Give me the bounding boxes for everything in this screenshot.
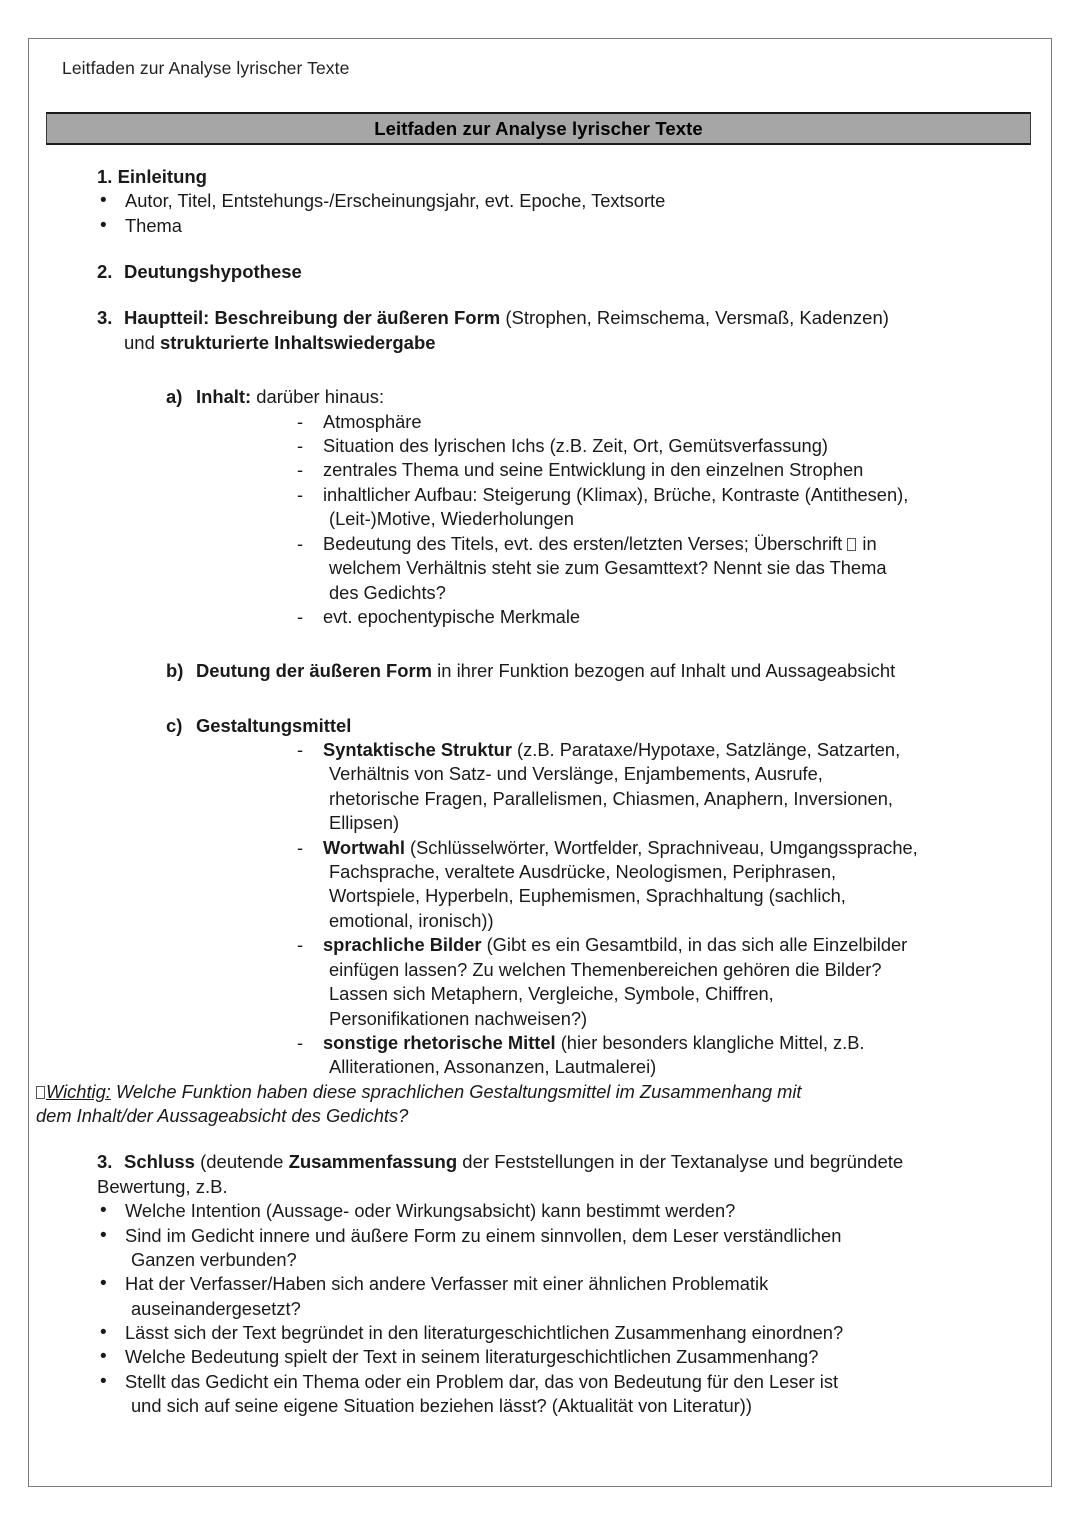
- wichtig-text-line-1: Welche Funktion haben diese sprachlichen Gestaltungsmittel im Zusammenhang mit: [110, 1080, 802, 1102]
- list-item-text: Welche Intention (Aussage- oder Wirkungsabsicht) kann bestimmt werden?: [125, 1200, 736, 1222]
- deutung-form-bold: Deutung der äußeren Form: [196, 660, 433, 682]
- list-item-text-cont: Personifikationen nachweisen?): [329, 1007, 588, 1029]
- document-body: [29, 165, 1053, 1418]
- gestaltungsmittel-dash-list: [29, 738, 1053, 1080]
- list-item-text-cont: Alliterationen, Assonanzen, Lautmalerei): [329, 1056, 657, 1078]
- list-item: [97, 1224, 1053, 1273]
- list-item-text: Welche Bedeutung spielt der Text in seinem literaturgeschichtlichen Zusammenhang?: [125, 1346, 819, 1368]
- bullet-glyph: •: [100, 1346, 107, 1368]
- list-item-text: Situation des lyrischen Ichs (z.B. Zeit, Ort, Gemütsverfassung): [323, 434, 828, 456]
- missing-glyph-icon: [847, 538, 856, 551]
- dash-glyph: -: [297, 738, 304, 760]
- dash-glyph: -: [297, 836, 304, 858]
- list-item: [297, 1031, 1053, 1080]
- hauptteil-regular-1: (Strophen, Reimschema, Versmaß, Kadenzen): [500, 307, 889, 329]
- dash-glyph: -: [297, 483, 304, 505]
- document-title-bar: [46, 112, 1031, 145]
- list-item-bold-term: sprachliche Bilder: [323, 934, 482, 956]
- schluss-bold-2: Zusammenfassung: [288, 1151, 458, 1173]
- heading-text: Deutungshypothese: [124, 261, 302, 283]
- list-item-text: (hier besonders klangliche Mittel, z.B.: [555, 1031, 865, 1053]
- heading-hauptteil: [97, 306, 1053, 355]
- sub-letter-marker: b): [166, 660, 184, 682]
- list-item: [97, 214, 1053, 238]
- list-item-text: Hat der Verfasser/Haben sich andere Verfasser mit einer ähnlichen Problematik: [125, 1273, 769, 1295]
- list-item: [97, 1370, 1053, 1419]
- list-item-text: Sind im Gedicht innere und äußere Form zu einem sinnvollen, dem Leser verständlichen: [125, 1224, 842, 1246]
- list-item-text-cont: Verhältnis von Satz- und Verslänge, Enjambements, Ausrufe,: [329, 763, 823, 785]
- list-item: [297, 410, 1053, 434]
- list-item-bold-term: sonstige rhetorische Mittel: [323, 1031, 556, 1053]
- list-item: [97, 1199, 1053, 1223]
- list-item-text: (z.B. Parataxe/Hypotaxe, Satzlänge, Satzarten,: [511, 738, 901, 760]
- schluss-bullet-list: [29, 1199, 1053, 1418]
- list-item-text: Lässt sich der Text begründet in den literaturgeschichtlichen Zusammenhang einordnen?: [125, 1321, 844, 1343]
- inhalt-bold-label: Inhalt:: [196, 386, 252, 408]
- list-item: [97, 189, 1053, 213]
- list-item: [97, 1321, 1053, 1345]
- heading-number: 3.: [97, 307, 113, 329]
- running-header: Leitfaden zur Analyse lyrischer Texte: [62, 58, 350, 78]
- list-item: [297, 532, 1053, 605]
- list-item-text: evt. epochentypische Merkmale: [323, 605, 581, 627]
- list-item-text-cont: Lassen sich Metaphern, Vergleiche, Symbole, Chiffren,: [329, 983, 774, 1005]
- deutung-form-regular: in ihrer Funktion bezogen auf Inhalt und Aussageabsicht: [432, 660, 896, 682]
- list-item: [297, 933, 1053, 1031]
- list-item-text-part-a: Bedeutung des Titels, evt. des ersten/letzten Verses; Überschrift: [323, 532, 848, 554]
- subheading-inhalt: [166, 385, 1053, 409]
- list-item-text: (Schlüsselwörter, Wortfelder, Sprachniveau, Umgangssprache,: [404, 836, 918, 858]
- list-item: [297, 434, 1053, 458]
- list-item: [297, 458, 1053, 482]
- dash-glyph: -: [297, 934, 304, 956]
- schluss-regular-1: (deutende: [194, 1151, 289, 1173]
- schluss-bold-label: Schluss: [124, 1151, 195, 1173]
- page-frame: [28, 38, 1052, 1487]
- list-item-text-cont: (Leit-)Motive, Wiederholungen: [329, 508, 574, 530]
- list-item-text: inhaltlicher Aufbau: Steigerung (Klimax), Brüche, Kontraste (Antithesen),: [323, 483, 909, 505]
- dash-glyph: -: [297, 410, 304, 432]
- sub-letter-marker: c): [166, 714, 183, 736]
- sub-letter-marker: a): [166, 386, 183, 408]
- subheading-deutung-form: [166, 659, 1053, 683]
- list-item-text: Stellt das Gedicht ein Thema oder ein Problem dar, das von Bedeutung für den Leser ist: [125, 1370, 839, 1392]
- document-title: Leitfaden zur Analyse lyrischer Texte: [374, 117, 703, 139]
- bullet-glyph: •: [100, 1224, 107, 1246]
- dash-glyph: -: [297, 605, 304, 627]
- list-item-text: Thema: [125, 214, 182, 236]
- dash-glyph: -: [297, 459, 304, 481]
- missing-glyph-icon: [36, 1086, 45, 1099]
- gestaltungsmittel-label: Gestaltungsmittel: [196, 714, 352, 736]
- bullet-glyph: •: [100, 1200, 107, 1222]
- bullet-glyph: •: [100, 190, 107, 212]
- schluss-regular-2: der Feststellungen in der Textanalyse und begründete: [457, 1151, 904, 1173]
- list-item-text-part-b: in: [857, 532, 877, 554]
- list-item-text-cont: des Gedichts?: [329, 581, 446, 603]
- heading-number: 2.: [97, 261, 113, 283]
- list-item: [97, 1345, 1053, 1369]
- list-item-text: Atmosphäre: [323, 410, 422, 432]
- list-item-text-cont: emotional, ironisch)): [329, 909, 494, 931]
- list-item-text-cont: welchem Verhältnis steht sie zum Gesamttext? Nennt sie das Thema: [329, 557, 887, 579]
- list-item: [297, 836, 1053, 934]
- list-item-text: zentrales Thema und seine Entwicklung in den einzelnen Strophen: [323, 459, 864, 481]
- dash-glyph: -: [297, 532, 304, 554]
- list-item-text-cont: Fachsprache, veraltete Ausdrücke, Neologismen, Periphrasen,: [329, 861, 837, 883]
- list-item: [297, 738, 1053, 836]
- list-item-text-cont: rhetorische Fragen, Parallelismen, Chiasmen, Anaphern, Inversionen,: [329, 787, 893, 809]
- list-item-text-cont: Ganzen verbunden?: [131, 1248, 297, 1270]
- wichtig-note: [36, 1080, 1053, 1129]
- hauptteil-bold-2: strukturierte Inhaltswiedergabe: [160, 331, 436, 353]
- bullet-glyph: •: [100, 1370, 107, 1392]
- bullet-glyph: •: [100, 1321, 107, 1343]
- heading-schluss: [97, 1150, 1053, 1174]
- bullet-glyph: •: [100, 214, 107, 236]
- schluss-continuation: Bewertung, z.B.: [97, 1175, 228, 1197]
- list-item-text-cont: Wortspiele, Hyperbeln, Euphemismen, Sprachhaltung (sachlich,: [329, 885, 846, 907]
- inhalt-dash-list: [29, 410, 1053, 630]
- heading-einleitung: 1. Einleitung: [97, 166, 207, 187]
- list-item-bold-term: Syntaktische Struktur: [323, 738, 512, 760]
- list-item-text-cont: auseinandergesetzt?: [131, 1297, 301, 1319]
- heading-number: 3.: [97, 1151, 113, 1173]
- bullet-glyph: •: [100, 1273, 107, 1295]
- hauptteil-bold-1: Hauptteil: Beschreibung der äußeren Form: [124, 307, 501, 329]
- wichtig-text-line-2: dem Inhalt/der Aussageabsicht des Gedichts?: [36, 1105, 409, 1127]
- list-item-text-cont: einfügen lassen? Zu welchen Themenbereichen gehören die Bilder?: [329, 958, 882, 980]
- dash-glyph: -: [297, 434, 304, 456]
- list-item-text-cont: und sich auf seine eigene Situation beziehen lässt? (Aktualität von Literatur)): [131, 1394, 752, 1416]
- einleitung-bullet-list: [29, 189, 1053, 238]
- dash-glyph: -: [297, 1031, 304, 1053]
- subheading-gestaltungsmittel: [166, 714, 1053, 738]
- list-item-text-cont: Ellipsen): [329, 812, 400, 834]
- heading-deutungshypothese: [97, 260, 1053, 284]
- list-item: [297, 483, 1053, 532]
- hauptteil-regular-2: und: [124, 331, 161, 353]
- list-item-text: (Gibt es ein Gesamtbild, in das sich alle Einzelbilder: [481, 934, 908, 956]
- list-item-text: Autor, Titel, Entstehungs-/Erscheinungsjahr, evt. Epoche, Textsorte: [125, 190, 666, 212]
- wichtig-underlined: Wichtig:: [46, 1080, 111, 1102]
- list-item: [97, 1272, 1053, 1321]
- list-item: [297, 605, 1053, 629]
- inhalt-regular-label: darüber hinaus:: [251, 386, 385, 408]
- list-item-bold-term: Wortwahl: [323, 836, 405, 858]
